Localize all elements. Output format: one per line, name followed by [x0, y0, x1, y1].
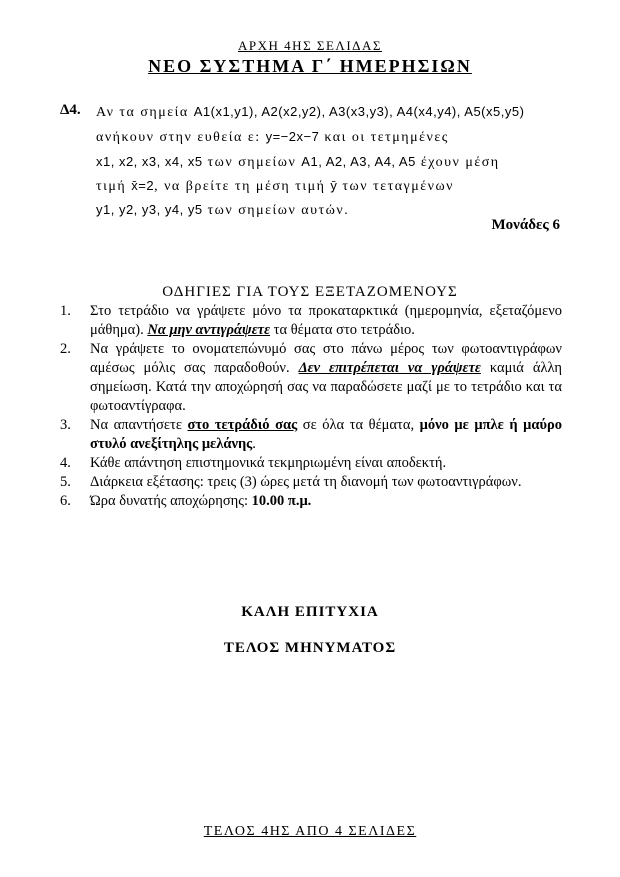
- item-text: Να γράψετε το ονοματεπώνυμό σας στο πάνω μέρος των φωτοαντιγράφων αμέσως μόλις σας παραδοθούν.: [90, 341, 562, 376]
- item-text: Στο τετράδιο να γράψετε μόνο τα προκαταρκτικά (ημερομηνία, εξεταζόμενο μάθημα).: [90, 303, 562, 338]
- y-variables: y1, y2, y3, y4, y5: [96, 202, 203, 217]
- item-number: 3.: [60, 417, 71, 433]
- emphasis-text: Δεν επιτρέπεται να γράψετε: [298, 360, 481, 376]
- list-item: [60, 492, 562, 511]
- question-line-3: [96, 154, 562, 171]
- item-text: .: [252, 436, 256, 452]
- system-title: ΝΕΟ ΣΥΣΤΗΜΑ Γ΄ ΗΜΕΡΗΣΙΩΝ: [148, 56, 472, 76]
- item-number: 2.: [60, 341, 71, 357]
- question-text: Αν τα σημεία: [96, 105, 189, 120]
- page-start-header: ΑΡΧΗ 4ΗΣ ΣΕΛΙΔΑΣ: [238, 38, 382, 53]
- list-item: [60, 340, 562, 416]
- emphasis-text: μόνο με μπλε ή μαύρο στυλό ανεξίτηλης μελάνης: [90, 417, 563, 452]
- question-text: των σημείων: [207, 155, 297, 170]
- question-text: ανήκουν στην ευθεία ε:: [96, 130, 261, 145]
- item-text: Ώρα δυνατής αποχώρησης:: [90, 493, 248, 509]
- points-expression: A1(x1,y1), A2(x2,y2), A3(x3,y3), A4(x4,y4), A5(x5,y5): [193, 104, 525, 119]
- mean-x: x̄=2: [131, 178, 155, 193]
- list-item: [60, 454, 562, 473]
- question-text: και οι τετμημένες: [324, 130, 449, 145]
- item-text: Να απαντήσετε: [90, 417, 182, 433]
- points-list: A1, A2, A3, A4, A5: [301, 154, 416, 169]
- question-line-4: [96, 178, 562, 195]
- line-equation: y=−2x−7: [265, 129, 320, 144]
- list-item: [60, 302, 562, 340]
- page-end-footer: ΤΕΛΟΣ 4ΗΣ ΑΠΟ 4 ΣΕΛΙΔΕΣ: [203, 824, 417, 839]
- item-text: τα θέματα στο τετράδιο.: [273, 322, 415, 338]
- item-number: 6.: [60, 493, 71, 509]
- question-text: των σημείων αυτών.: [207, 203, 350, 218]
- mean-y: ȳ: [330, 178, 338, 193]
- end-message: ΤΕΛΟΣ ΜΗΝΥΜΑΤΟΣ: [223, 640, 397, 656]
- x-variables: x1, x2, x3, x4, x5: [96, 154, 203, 169]
- question-line-1: [96, 104, 562, 121]
- question-line-2: [96, 129, 562, 146]
- emphasis-text: στο τετράδιό σας: [187, 417, 298, 433]
- marks: Μονάδες 6: [491, 217, 560, 233]
- emphasis-text: Να μην αντιγράψετε: [147, 322, 271, 338]
- item-text: Κάθε απάντηση επιστημονικά τεκμηριωμένη είναι αποδεκτή.: [90, 455, 447, 471]
- good-luck: ΚΑΛΗ ΕΠΙΤΥΧΙΑ: [241, 604, 379, 620]
- item-number: 1.: [60, 303, 71, 319]
- question-text: τιμή: [96, 179, 127, 194]
- question-text: έχουν μέση: [420, 155, 500, 170]
- instructions-title: ΟΔΗΓΙΕΣ ΓΙΑ ΤΟΥΣ ΕΞΕΤΑΖΟΜΕΝΟΥΣ: [162, 284, 458, 300]
- question-text: των τεταγμένων: [342, 179, 455, 194]
- item-text: σε όλα τα θέματα,: [302, 417, 415, 433]
- item-number: 5.: [60, 474, 71, 490]
- question-text: , να βρείτε τη μέση τιμή: [154, 179, 326, 194]
- list-item: [60, 416, 562, 454]
- item-number: 4.: [60, 455, 71, 471]
- item-text: καμιά άλλη σημείωση. Κατά την αποχώρησή σας να παραδώσετε μαζί με το τετράδιο και τα φωτοαντίγραφα.: [90, 360, 563, 414]
- question-label: Δ4.: [60, 102, 81, 118]
- list-item: [60, 473, 562, 492]
- emphasis-text: 10.00 π.μ.: [251, 493, 312, 509]
- instructions-list: [60, 302, 562, 511]
- item-text: Διάρκεια εξέτασης: τρεις (3) ώρες μετά τη διανομή των φωτοαντιγράφων.: [90, 474, 522, 490]
